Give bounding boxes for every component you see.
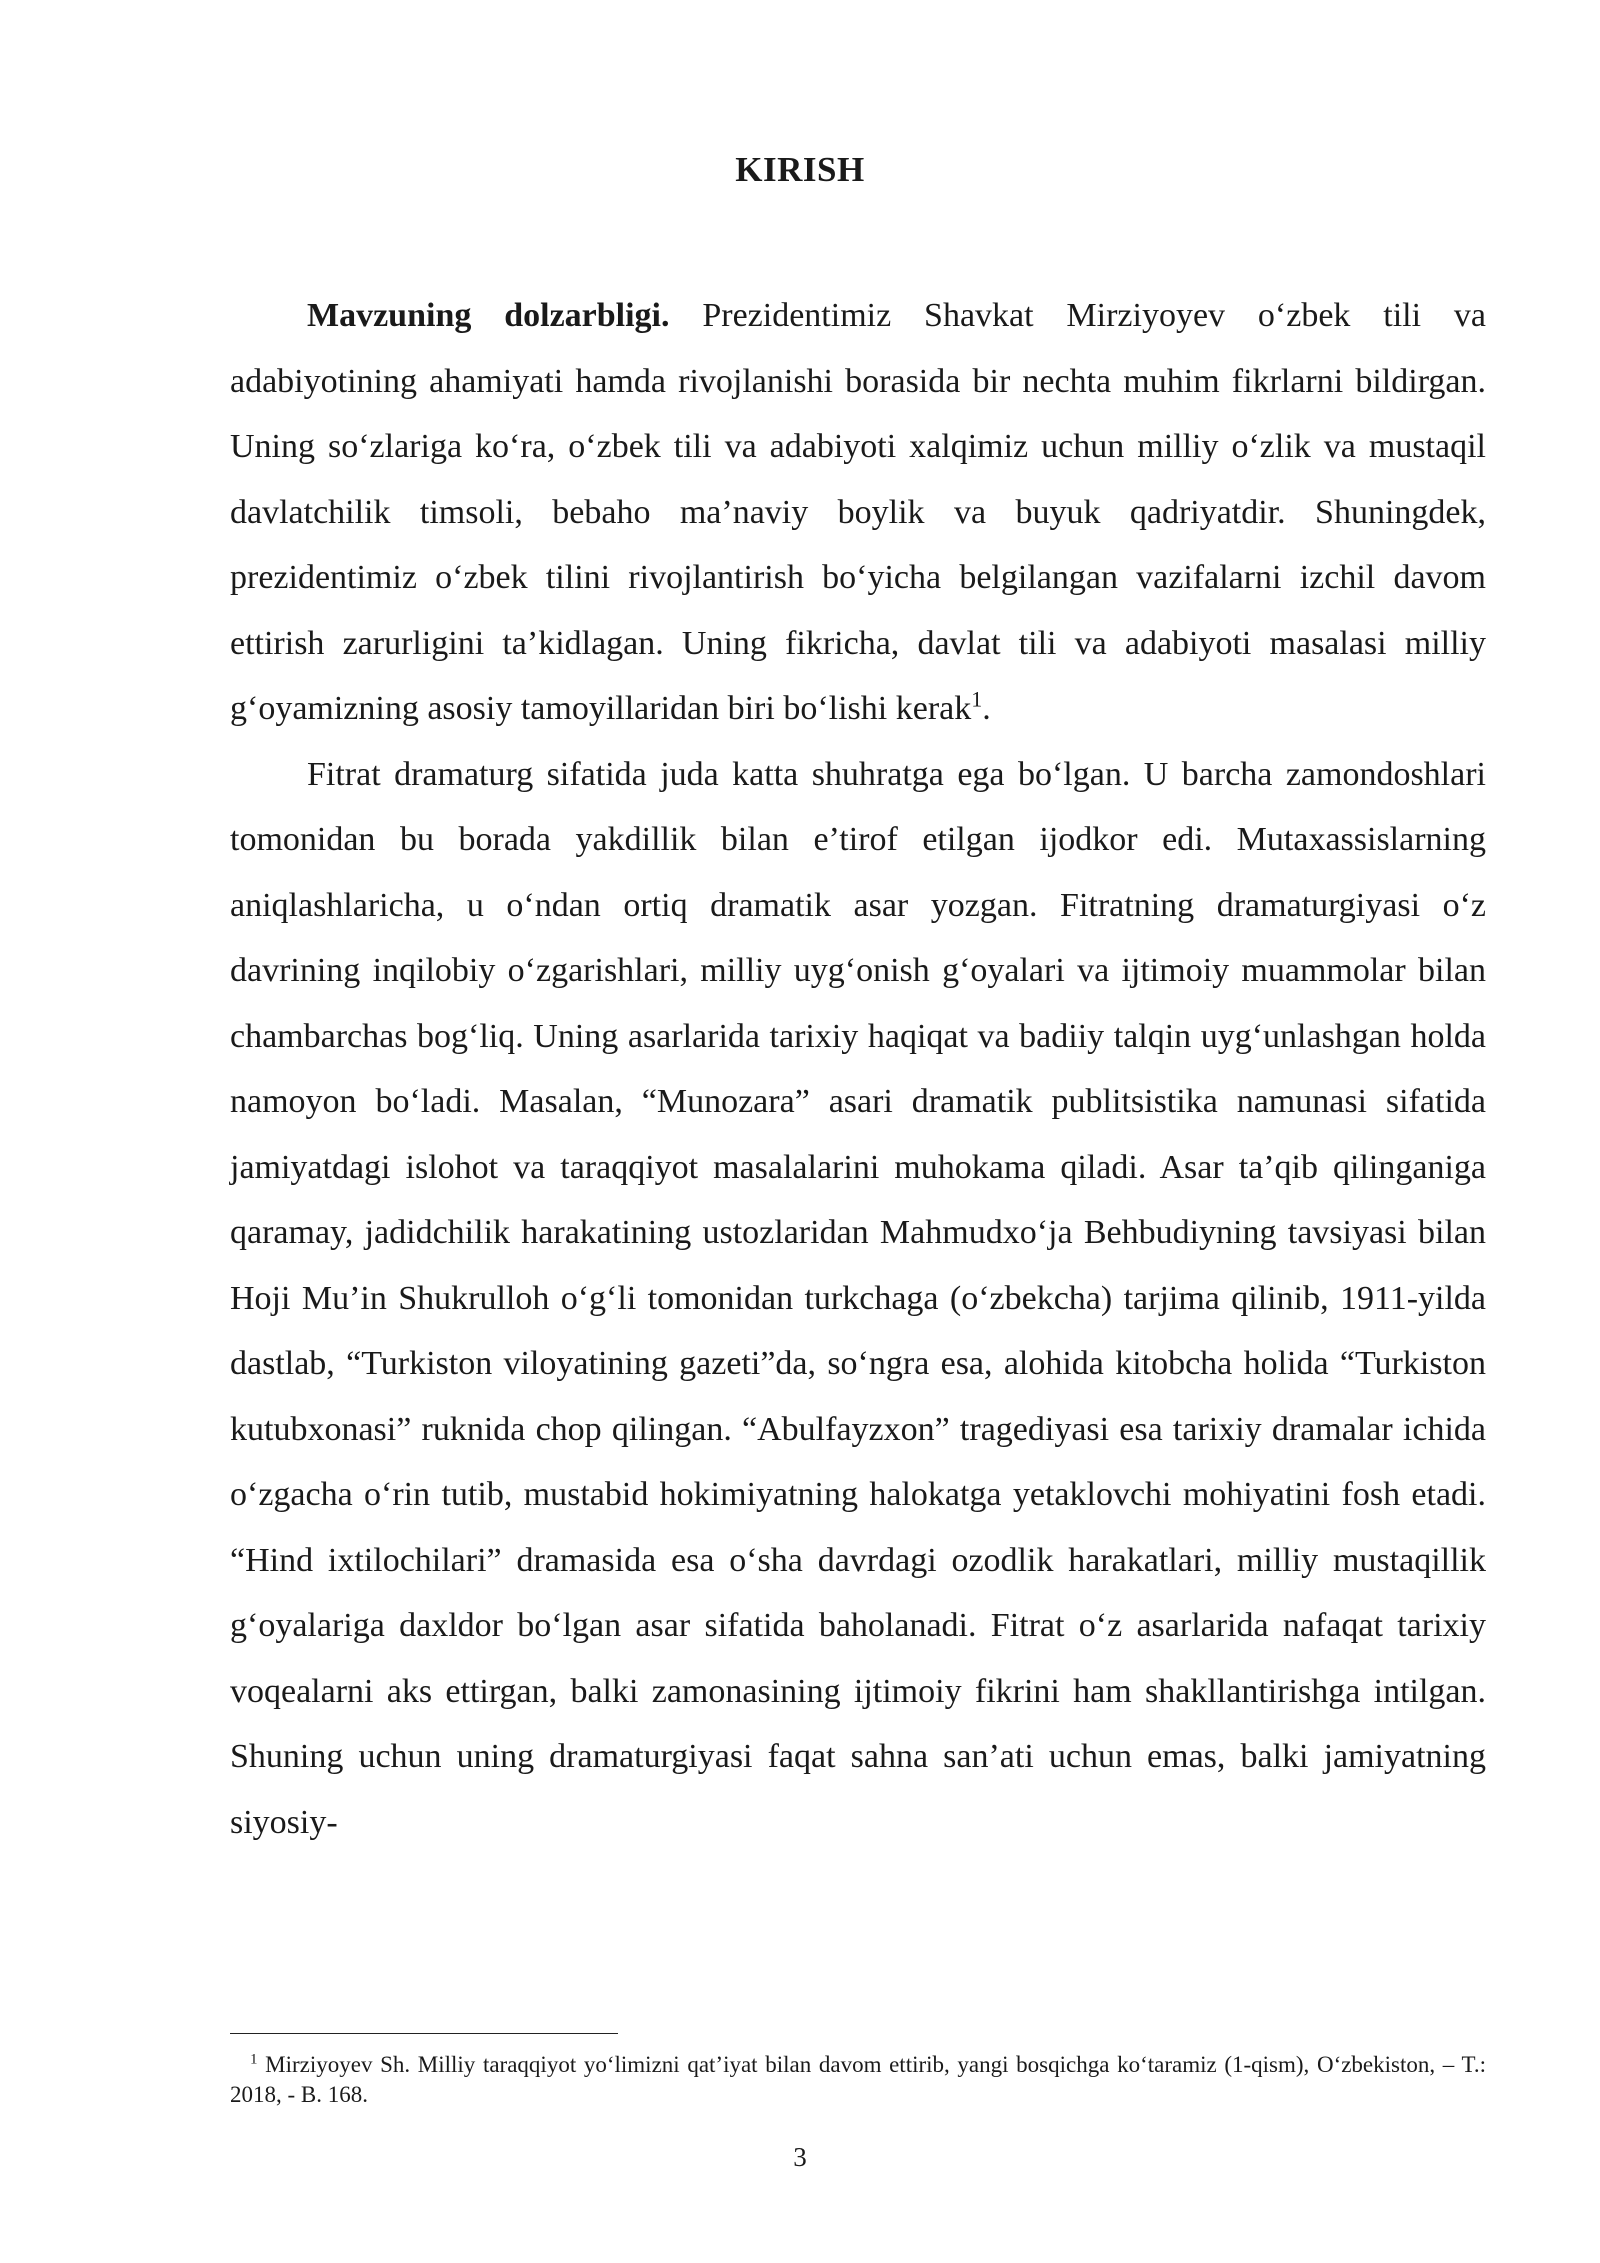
footnote-number: 1: [250, 2051, 258, 2068]
paragraph-lead: Mavzuning dolzarbligi.: [307, 297, 670, 334]
body-text: [230, 283, 1486, 1855]
footnote-text: Mirziyoyev Sh. Milliy taraqqiyot yo‘limizni qat’iyat bilan davom ettirib, yangi bosqichga ko‘taramiz (1-qism), O‘zbekiston, – T.: 2018, - B. 168.: [230, 2052, 1486, 2107]
paragraph-text: Prezidentimiz Shavkat Mirziyoyev o‘zbek tili va adabiyotining ahamiyati hamda rivojlanishi borasida bir nechta muhim fikrlarni bildirgan. Uning so‘zlariga ko‘ra, o‘zbek tili va adabiyoti xalqimiz uchun milliy o‘zlik va mustaqil davlatchilik timsoli, bebaho ma’naviy boylik va buyuk qadriyatdir. Shuningdek, prezidentimiz o‘zbek tilini rivojlantirish bo‘yicha belgilangan vazifalarni izchil davom ettirish zarurligini ta’kidlagan. Uning fikricha, davlat tili va adabiyoti masalasi milliy g‘oyamizning asosiy tamoyillaridan biri bo‘lishi kerak: [230, 297, 1487, 727]
footnote-divider: [230, 2033, 618, 2034]
footnote-reference[interactable]: 1: [971, 686, 983, 712]
footnote: [230, 2050, 1486, 2110]
paragraph-relevance: [230, 283, 1486, 742]
paragraph-end: .: [982, 690, 991, 727]
section-heading: KIRISH: [735, 150, 865, 189]
page-number: 3: [793, 2142, 807, 2172]
paragraph-fitrat: Fitrat dramaturg sifatida juda katta shuhratga ega bo‘lgan. U barcha zamondoshlari tomonidan bu borada yakdillik bilan e’tirof etilgan ijodkor edi. Mutaxassislarning aniqlashlaricha, u o‘ndan ortiq dramatik asar yozgan. Fitratning dramaturgiyasi o‘z davrining inqilobiy o‘zgarishlari, milliy uyg‘onish g‘oyalari va ijtimoiy muammolar bilan chambarchas bog‘liq. Uning asarlarida tarixiy haqiqat va badiiy talqin uyg‘unlashgan holda namoyon bo‘ladi. Masalan, “Munozara” asari dramatik publitsistika namunasi sifatida jamiyatdagi islohot va taraqqiyot masalalarini muhokama qiladi. Asar ta’qib qilinganiga qaramay, jadidchilik harakatining ustozlaridan Mahmudxo‘ja Behbudiyning tavsiyasi bilan Hoji Mu’in Shukrulloh o‘g‘li tomonidan turkchaga (o‘zbekcha) tarjima qilinib, 1911-yilda dastlab, “Turkiston viloyatining gazeti”da, so‘ngra esa, alohida kitobcha holida “Turkiston kutubxonasi” ruknida chop qilingan. “Abulfayzxon” tragediyasi esa tarixiy dramalar ichida o‘zgacha o‘rin tutib, mustabid hokimiyatning halokatga yetaklovchi mohiyatini fosh etadi. “Hind ixtilochilari” dramasida esa o‘sha davrdagi ozodlik harakatlari, milliy mustaqillik g‘oyalariga daxldor bo‘lgan asar sifatida baholanadi. Fitrat o‘z asarlarida nafaqat tarixiy voqealarni aks ettirgan, balki zamonasining ijtimoiy fikrini ham shakllantirishga intilgan. Shuning uchun uning dramaturgiyasi faqat sahna san’ati uchun emas, balki jamiyatning siyosiy-: [230, 755, 1486, 1841]
